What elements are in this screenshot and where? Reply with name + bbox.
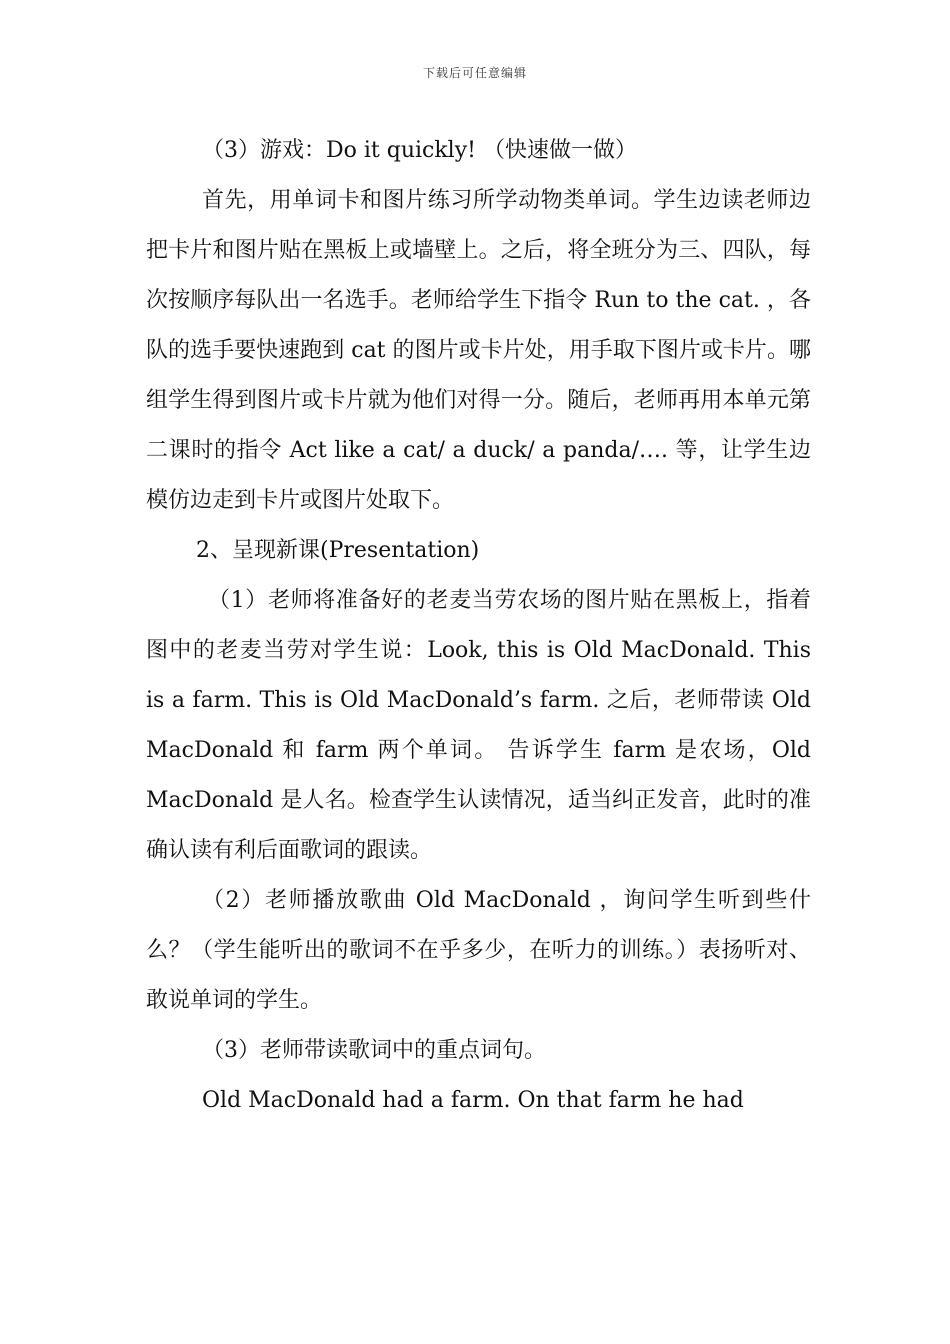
document-body <box>146 126 811 1126</box>
page-header: 下载后可任意编辑 <box>422 66 527 80</box>
paragraph-presentation-heading: 2、呈现新课(Presentation) <box>196 538 480 563</box>
paragraph-game-description: 首先，用单词卡和图片练习所学动物类单词。学生边读老师边把卡片和图片贴在黑板上或墙壁上。之后，将全班分为三、四队，每次按顺序每队出一名选手。老师给学生下指令 Run to the cat. ，各队的选手要快速跑到 cat 的图片或卡片处，用手取下图片或卡片。哪组学生得到图片或卡片就为他们对得一分。随后，老师再用本单元第二课时的指令 Act like a cat/ a duck/ a panda/…. 等，让学生边模仿边走到卡片或图片处取下。 <box>146 188 811 513</box>
paragraph-presentation-step-3: （3）老师带读歌词中的重点词句。 <box>202 1038 546 1063</box>
paragraph-presentation-step-1: （1）老师将准备好的老麦当劳农场的图片贴在黑板上，指着图中的老麦当劳对学生说：Look, this is Old MacDonald. This is a farm. This is Old MacDonald’s farm. 之后，老师带读 Old MacDonald 和 farm 两个单词。 告诉学生 farm 是农场，Old MacDonald 是人名。检查学生认读情况，适当纠正发音，此时的准确认读有利后面歌词的跟读。 <box>146 588 811 863</box>
paragraph-game-title: （3）游戏：Do it quickly! （快速做一做） <box>202 138 637 163</box>
paragraph-lyrics-line: Old MacDonald had a farm. On that farm he had <box>202 1088 744 1113</box>
paragraph-presentation-step-2: （2）老师播放歌曲 Old MacDonald ，询问学生听到些什么？（学生能听出的歌词不在乎多少，在听力的训练。）表扬听对、敢说单词的学生。 <box>146 888 811 1013</box>
